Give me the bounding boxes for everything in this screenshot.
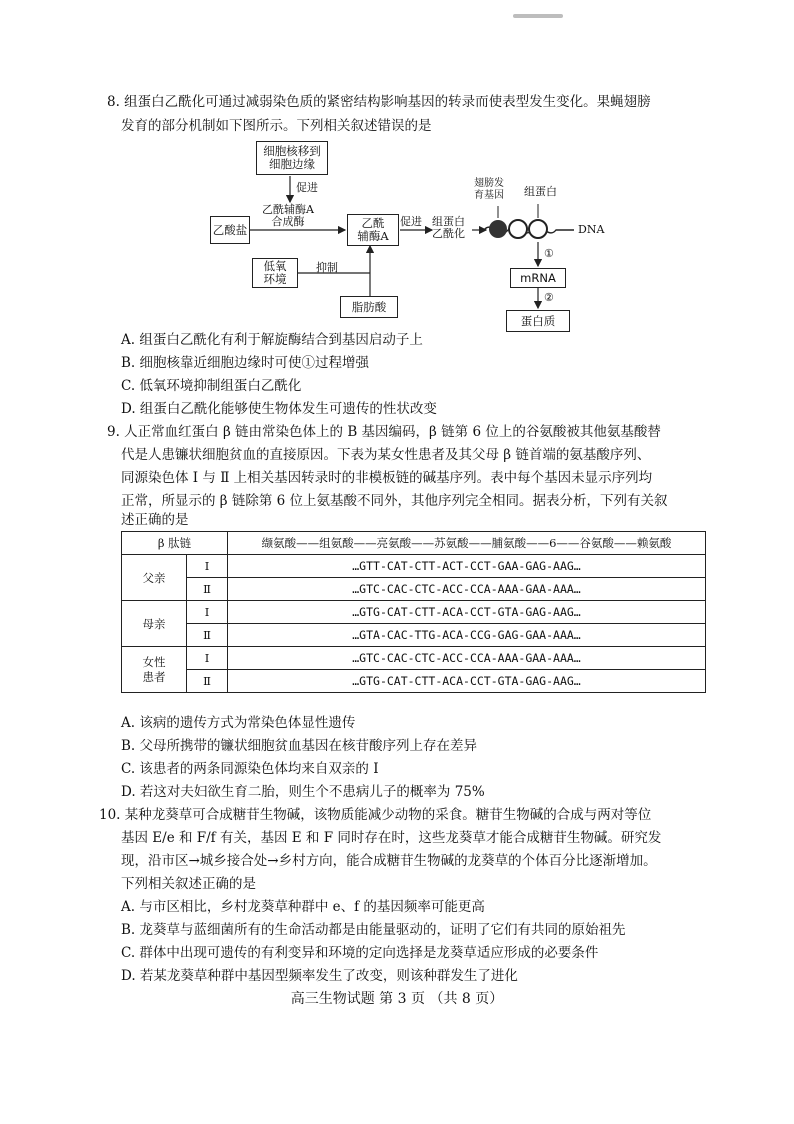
table-row [122, 555, 706, 578]
step2-label: ② [544, 291, 554, 304]
q9-stem-line2: 代是人患镰状细胞贫血的直接原因。下表为某女性患者及其父母 β 链首端的氨基酸序列、 [121, 447, 651, 463]
low-oxygen-label: 低氧 环境 [263, 259, 287, 286]
q10-stem-line3: 现，沿市区→城乡接合处→乡村方向，能合成糖苷生物碱的龙葵草的个体百分比逐渐增加。 [121, 853, 657, 869]
acetylation-diagram [200, 138, 620, 338]
nucleus-to-edge-label: 细胞核移到 细胞边缘 [263, 144, 321, 171]
table-row [122, 647, 706, 670]
sequence-cell: …GTT-CAT-CTT-ACT-CCT-GAA-GAG-AAG… [228, 555, 706, 578]
promote-label-2: 促进 [400, 215, 422, 228]
acetate-box [210, 216, 250, 244]
acetyl-coa-synthase-label: 乙酰辅酶A 合成酶 [262, 203, 314, 228]
q8-stem-line2: 发育的部分机制如下图所示。下列相关叙述错误的是 [121, 118, 432, 134]
histone-acetylation-label: 组蛋白 乙酰化 [432, 215, 465, 240]
row-mother: 母亲 [122, 601, 187, 647]
chrom-label: Ⅰ [187, 601, 228, 624]
q10-option-c: C. 群体中出现可遗传的有利变异和环境的定向选择是龙葵草适应形成的必要条件 [121, 945, 599, 961]
q9-option-b: B. 父母所携带的镰状细胞贫血基因在核苷酸序列上存在差异 [121, 738, 478, 754]
table-row [122, 670, 706, 693]
protein-label: 蛋白质 [520, 313, 556, 328]
inhibit-label: 抑制 [316, 261, 338, 274]
acetate-label: 乙酸盐 [212, 222, 248, 237]
row-father: 父亲 [122, 555, 187, 601]
nucleus-to-edge-box [256, 141, 328, 175]
fatty-acid-label: 脂肪酸 [351, 299, 387, 314]
chrom-label: Ⅰ [187, 555, 228, 578]
sequence-table [121, 531, 706, 693]
fatty-acid-box [340, 296, 398, 318]
header-amino-acids: 缬氨酸——组氨酸——亮氨酸——苏氨酸——脯氨酸——6——谷氨酸——赖氨酸 [228, 532, 706, 555]
q8-option-a: A. 组蛋白乙酰化有利于解旋酶结合到基因启动子上 [121, 332, 423, 348]
mrna-box [510, 268, 566, 288]
header-beta-chain: β 肽链 [122, 532, 228, 555]
acetyl-coa-box [347, 214, 399, 246]
q8-option-d: D. 组蛋白乙酰化能够使生物体发生可遗传的性状改变 [121, 401, 437, 417]
table-row [122, 601, 706, 624]
q9-stem-line1: 9. 人正常血红蛋白 β 链由常染色体上的 B 基因编码，β 链第 6 位上的谷氨酸被其他氨基酸替 [107, 424, 661, 440]
page-footer: 高三生物试题 第 3 页 （共 8 页） [290, 991, 504, 1007]
q9-stem-line5: 述正确的是 [121, 512, 189, 528]
chrom-label: Ⅰ [187, 647, 228, 670]
sequence-cell: …GTA-CAC-TTG-ACA-CCG-GAG-GAA-AAA… [228, 624, 706, 647]
mrna-label: mRNA [520, 270, 556, 285]
scan-mark [513, 14, 563, 18]
promote-label-1: 促进 [296, 181, 318, 194]
table-row [122, 624, 706, 647]
sequence-cell: …GTG-CAT-CTT-ACA-CCT-GTA-GAG-AAG… [228, 601, 706, 624]
protein-box [506, 310, 570, 332]
chrom-label: Ⅱ [187, 670, 228, 693]
q10-stem-line1: 10. 某种龙葵草可合成糖苷生物碱，该物质能减少动物的采食。糖苷生物碱的合成与两对等位 [99, 807, 652, 823]
histone-label: 组蛋白 [524, 185, 557, 198]
table-row [122, 578, 706, 601]
q10-option-b: B. 龙葵草与蓝细菌所有的生命活动都是由能量驱动的，证明了它们有共同的原始祖先 [121, 922, 626, 938]
table-header-row [122, 532, 706, 555]
sequence-cell: …GTC-CAC-CTC-ACC-CCA-AAA-GAA-AAA… [228, 578, 706, 601]
q8-stem-line1: 8. 组蛋白乙酰化可通过减弱染色质的紧密结构影响基因的转录而使表型发生变化。果蝇翅膀 [107, 94, 651, 110]
low-oxygen-box [252, 258, 298, 288]
q10-stem-line4: 下列相关叙述正确的是 [121, 876, 256, 892]
q9-stem-line3: 同源染色体 Ⅰ 与 Ⅱ 上相关基因转录时的非模板链的碱基序列。表中每个基因未显示序列均 [121, 470, 653, 486]
sequence-cell: …GTC-CAC-CTC-ACC-CCA-AAA-GAA-AAA… [228, 647, 706, 670]
q9-stem-line4: 正常，所显示的 β 链除第 6 位上氨基酸不同外，其他序列完全相同。据表分析，下列有关叙 [121, 493, 668, 509]
q10-option-d: D. 若某龙葵草种群中基因型频率发生了改变，则该种群发生了进化 [121, 968, 518, 984]
dna-label: DNA [578, 223, 605, 236]
chrom-label: Ⅱ [187, 578, 228, 601]
acetyl-coa-label: 乙酰 辅酶A [357, 216, 389, 243]
step1-label: ① [544, 247, 554, 260]
wing-gene-label: 翅膀发 育基因 [474, 178, 504, 201]
q10-option-a: A. 与市区相比，乡村龙葵草种群中 e、f 的基因频率可能更高 [121, 899, 485, 915]
q8-option-c: C. 低氧环境抑制组蛋白乙酰化 [121, 378, 302, 394]
sequence-cell: …GTG-CAT-CTT-ACA-CCT-GTA-GAG-AAG… [228, 670, 706, 693]
q9-option-d: D. 若这对夫妇欲生育二胎，则生个不患病儿子的概率为 75% [121, 784, 485, 800]
row-female-patient: 女性 患者 [122, 647, 187, 693]
nucleosome-1 [489, 220, 507, 238]
q9-option-a: A. 该病的遗传方式为常染色体显性遗传 [121, 715, 356, 731]
q10-stem-line2: 基因 E/e 和 F/f 有关，基因 E 和 F 同时存在时，这些龙葵草才能合成糖苷生物碱。研究发 [121, 830, 662, 846]
q9-option-c: C. 该患者的两条同源染色体均来自双亲的 Ⅰ [121, 761, 379, 777]
q8-option-b: B. 细胞核靠近细胞边缘时可使①过程增强 [121, 355, 370, 371]
chrom-label: Ⅱ [187, 624, 228, 647]
